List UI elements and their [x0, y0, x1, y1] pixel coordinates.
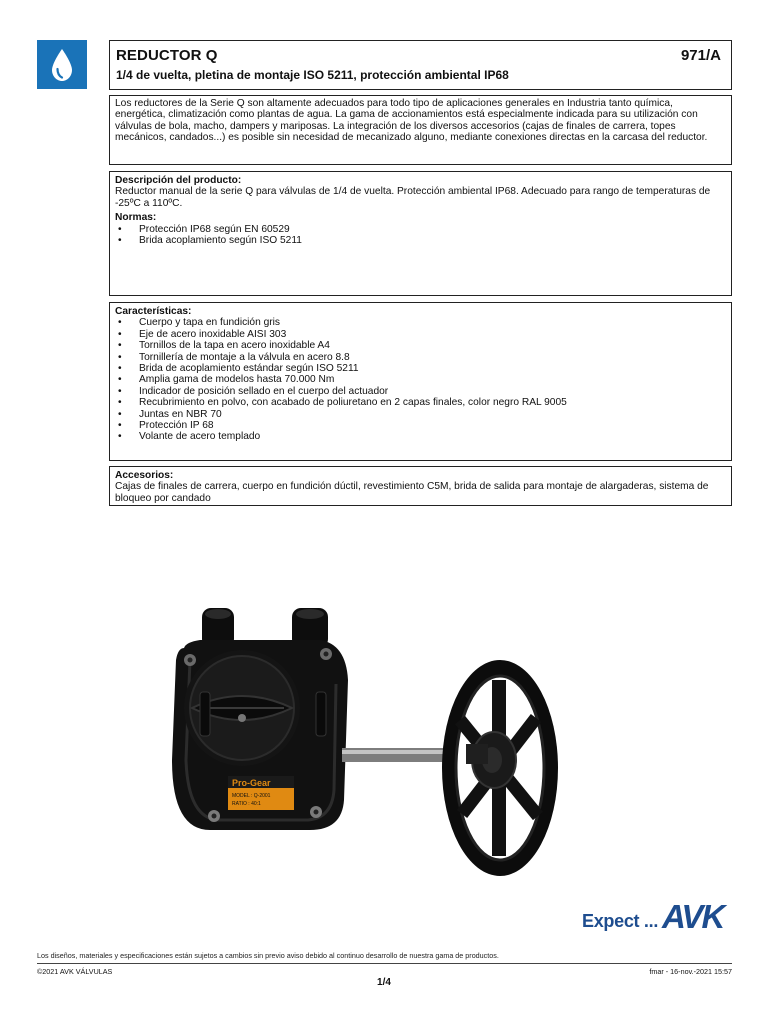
list-item: • Brida acoplamiento según ISO 5211: [115, 235, 726, 246]
footer-disclaimer: Los diseños, materiales y especificaciones están sujetos a cambios sin previo aviso debido al continuo desarrollo de nuestra gama de productos.: [37, 951, 499, 960]
brand-signature: [582, 898, 724, 935]
list-item: • Cuerpo y tapa en fundición gris: [115, 317, 726, 328]
gear-reducer-handwheel-image: [170, 600, 570, 890]
accessories-title: Accesorios:: [115, 470, 174, 481]
list-item: • Eje de acero inoxidable AISI 303: [115, 329, 726, 340]
description-section: [109, 171, 732, 296]
nameplate-model: MODEL : Q-2001: [232, 793, 271, 799]
nameplate-ratio: RATIO : 40:1: [232, 801, 261, 807]
brand-tagline: Expect ...: [582, 911, 659, 931]
footer-timestamp: fmar - 16-nov.-2021 15:57: [649, 967, 732, 976]
page-number: 1/4: [377, 977, 391, 988]
accessories-section: [109, 466, 732, 506]
list-item: • Amplia gama de modelos hasta 70.000 Nm: [115, 374, 726, 385]
intro-section: [109, 95, 732, 165]
product-title: REDUCTOR Q: [116, 47, 218, 64]
list-item: • Protección IP 68: [115, 420, 726, 431]
product-code: 971/A: [680, 47, 721, 64]
list-item: • Volante de acero templado: [115, 431, 726, 442]
list-item: • Indicador de posición sellado en el cuerpo del actuador: [115, 386, 726, 397]
norms-title: Normas:: [115, 212, 157, 224]
footer-divider: [37, 963, 732, 964]
characteristics-section: [109, 302, 732, 461]
characteristics-title: Características:: [115, 306, 192, 317]
nameplate-brand: Pro-Gear: [232, 778, 271, 788]
footer-copyright: ©2021 AVK VÁLVULAS: [37, 967, 113, 976]
characteristics-list: [115, 317, 726, 442]
document-header: [109, 40, 732, 90]
norms-list: [115, 224, 726, 247]
accessories-text: Cajas de finales de carrera, cuerpo en fundición dúctil, revestimiento C5M, brida de salida para montaje de alargaderas, sistema de bloqueo por candado: [115, 481, 709, 504]
list-item: • Tornillos de la tapa en acero inoxidable A4: [115, 340, 726, 351]
list-item: • Protección IP68 según EN 60529: [115, 224, 726, 235]
company-logo: [37, 40, 87, 89]
water-drop-icon: [49, 47, 75, 83]
list-item: • Juntas en NBR 70: [115, 409, 726, 420]
description-title: Descripción del producto:: [115, 175, 242, 186]
list-item: • Brida de acoplamiento estándar según ISO 5211: [115, 363, 726, 374]
list-item: • Recubrimiento en polvo, con acabado de poliuretano en 2 capas finales, color negro RAL 9005: [115, 397, 726, 408]
list-item: • Tornillería de montaje a la válvula en acero 8.8: [115, 352, 726, 363]
intro-text: Los reductores de la Serie Q son altamente adecuados para todo tipo de aplicaciones generales en Industria tanto química, energética, climatización como plantas de agua. La gama de accionamientos está especialmente indicada para su utilización con válvulas de bola, macho, dampers y mariposas. La integración de los diversos accesorios (cajas de finales de carrera, topes mecánicos, candados...) es posible sin necesidad de mecanizado alguno, mediante conexiones directas en la carcasa del reductor.: [115, 98, 708, 144]
avk-logo: AVK: [662, 898, 724, 935]
product-subtitle: 1/4 de vuelta, pletina de montaje ISO 5211, protección ambiental IP68: [116, 68, 509, 82]
description-text: Reductor manual de la serie Q para válvulas de 1/4 de vuelta. Protección ambiental IP68. Adecuado para rango de temperaturas de -25ºC a 110ºC.: [115, 186, 711, 209]
